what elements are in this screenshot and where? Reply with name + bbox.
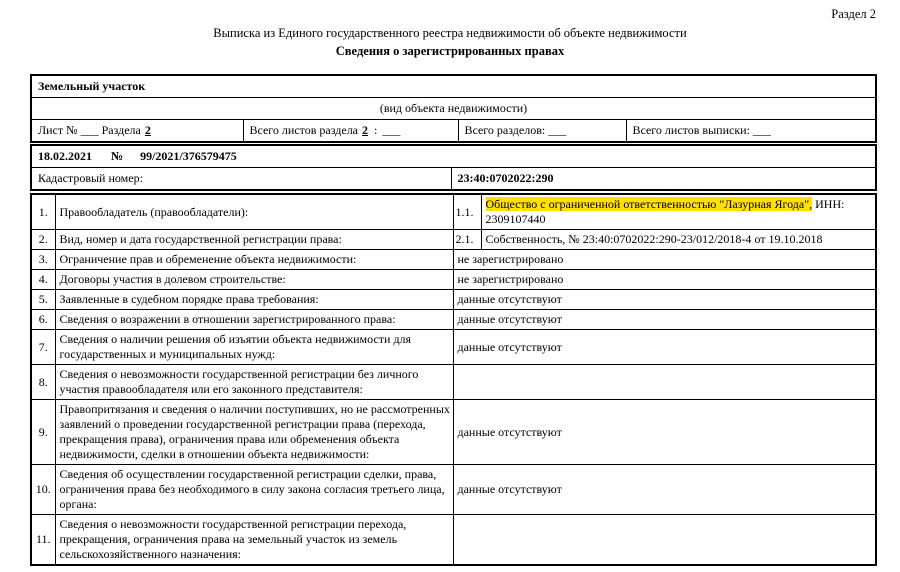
- row-label: Сведения о невозможности государственной регистрации без личного участия правообладателя или его законного представителя:: [55, 365, 453, 400]
- rights-row-6: [31, 310, 876, 330]
- cadastral-number-label: Кадастровый номер:: [31, 168, 451, 191]
- total-sheets-number: 2: [362, 123, 369, 137]
- total-sections-blank: ___: [548, 123, 567, 137]
- row-label: Ограничение прав и обременение объекта недвижимости:: [55, 250, 453, 270]
- total-sheets-label: Всего листов раздела: [249, 123, 359, 137]
- row-value: данные отсутствуют: [453, 400, 876, 465]
- inn-label: ИНН:: [815, 197, 845, 211]
- row-label: Договоры участия в долевом строительстве:: [55, 270, 453, 290]
- rights-row-2: [31, 230, 876, 250]
- rights-row-11: [31, 515, 876, 566]
- total-sheets-cell: [243, 120, 458, 143]
- row-value: данные отсутствуют: [453, 310, 876, 330]
- cadastral-number-row: [31, 168, 876, 191]
- cadastral-number-value: 23:40:0702022:290: [451, 168, 876, 191]
- row-number: 11.: [31, 515, 55, 566]
- sheet-number-cell: [31, 120, 243, 143]
- highlighted-owner-name: Общество с ограниченной ответственностью "Лазурная Ягода",: [485, 197, 813, 211]
- rights-row-9: [31, 400, 876, 465]
- total-sheets-separator: :: [374, 123, 378, 137]
- registration-date-row: [31, 145, 876, 168]
- row-number: 10.: [31, 465, 55, 515]
- total-sheets-blank: ___: [382, 123, 401, 137]
- object-type-row: [31, 75, 876, 98]
- sheet-counters-row: [31, 120, 876, 143]
- rights-table: [30, 193, 877, 566]
- total-extract-sheets-cell: [626, 120, 876, 143]
- row-number: 7.: [31, 330, 55, 365]
- row-number: 5.: [31, 290, 55, 310]
- number-sign: №: [111, 149, 124, 163]
- row-number: 9.: [31, 400, 55, 465]
- object-type-caption: (вид объекта недвижимости): [31, 98, 876, 120]
- sheet-number-blank: ___: [80, 123, 99, 137]
- section-number: 2: [144, 123, 151, 137]
- section-word-label: Раздела: [101, 123, 141, 137]
- object-type-caption-row: [31, 98, 876, 120]
- page-section-label: Раздел 2: [831, 7, 876, 21]
- row-label: Сведения об осуществлении государственной регистрации сделки, права, ограничения права без необходимого в силу закона согласия третьего лица, органа:: [55, 465, 453, 515]
- row-value: данные отсутствуют: [453, 330, 876, 365]
- registration-header-table: [30, 144, 877, 191]
- row-label: Сведения о наличии решения об изъятии объекта недвижимости для государственных и муниципальных нужд:: [55, 330, 453, 365]
- document-body: [30, 74, 900, 566]
- row-value: данные отсутствуют: [453, 465, 876, 515]
- sheet-number-label: Лист №: [38, 123, 78, 137]
- inn-value: 2309107440: [485, 212, 546, 226]
- row-value: [453, 365, 876, 400]
- registration-number: 99/2021/376579475: [140, 149, 237, 163]
- rights-row-10: [31, 465, 876, 515]
- total-extract-sheets-label: Всего листов выписки:: [632, 123, 750, 137]
- total-sections-cell: [458, 120, 626, 143]
- row-number: 3.: [31, 250, 55, 270]
- row-value: [453, 515, 876, 566]
- row-number: 1.: [31, 194, 55, 230]
- document-title: Выписка из Единого государственного реестра недвижимости об объекте недвижимости: [213, 26, 687, 40]
- row-number: 8.: [31, 365, 55, 400]
- registration-date-cell: [31, 145, 876, 168]
- row-subnumber: 1.1.: [453, 194, 481, 230]
- rights-row-7: [31, 330, 876, 365]
- row-label: Вид, номер и дата государственной регистрации права:: [55, 230, 453, 250]
- rights-row-8: [31, 365, 876, 400]
- rights-row-1: [31, 194, 876, 230]
- row-subnumber: 2.1.: [453, 230, 481, 250]
- total-sections-label: Всего разделов:: [464, 123, 546, 137]
- row-label: Правопритязания и сведения о наличии поступивших, но не рассмотренных заявлений о проведении государственной регистрации права (перехода, прекращения права), ограничения права или обременения объекта недвижимости, сделки в отношении объекта недвижимости:: [55, 400, 453, 465]
- object-type-table: [30, 74, 877, 143]
- row-number: 2.: [31, 230, 55, 250]
- rights-row-5: [31, 290, 876, 310]
- row-label: Правообладатель (правообладатели):: [55, 194, 453, 230]
- row-number: 4.: [31, 270, 55, 290]
- object-type: Земельный участок: [31, 75, 876, 98]
- row-label: Заявленные в судебном порядке права требования:: [55, 290, 453, 310]
- row-number: 6.: [31, 310, 55, 330]
- row-value: не зарегистрировано: [453, 270, 876, 290]
- rights-row-3: [31, 250, 876, 270]
- row-value: [481, 194, 876, 230]
- rights-row-4: [31, 270, 876, 290]
- document-subtitle: Сведения о зарегистрированных правах: [335, 44, 565, 58]
- row-value: Собственность, № 23:40:0702022:290-23/012/2018-4 от 19.10.2018: [481, 230, 876, 250]
- registration-date: 18.02.2021: [38, 149, 92, 163]
- row-label: Сведения о возражении в отношении зарегистрированного права:: [55, 310, 453, 330]
- row-label: Сведения о невозможности государственной регистрации перехода, прекращения, ограничения права на земельный участок из земель сельскохозяйственного назначения:: [55, 515, 453, 566]
- row-value: данные отсутствуют: [453, 290, 876, 310]
- row-value: не зарегистрировано: [453, 250, 876, 270]
- total-extract-sheets-blank: ___: [752, 123, 771, 137]
